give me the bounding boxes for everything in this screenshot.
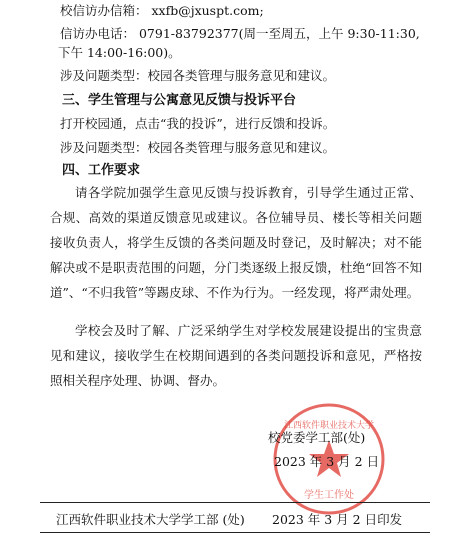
phone-line: 信访办电话： 0791-83792377(周一至周五，上午 9:30-11:30, bbox=[60, 26, 420, 41]
section3-instruction: 打开校园通，点击“我的投诉”，进行反馈和投诉。 bbox=[60, 116, 336, 131]
email-line: 校信访办信箱： xxfb@jxuspt.com; bbox=[60, 3, 264, 18]
footer-top-rule bbox=[40, 502, 430, 503]
signature-org: 校党委学工部(处) bbox=[268, 430, 366, 445]
section4-heading: 四、工作要求 bbox=[62, 163, 141, 178]
section3-scope: 涉及问题类型：校园各类管理与服务意见和建议。 bbox=[60, 140, 336, 155]
footer-date: 2023 年 3 月 2 日印发 bbox=[272, 512, 403, 527]
svg-text:江西软件职业技术大学: 江西软件职业技术大学 bbox=[283, 421, 375, 431]
footer-bottom-rule bbox=[40, 532, 430, 533]
phone-hours-line: 下午 14:00-16:00)。 bbox=[58, 45, 181, 60]
section4-paragraph-1: 请各学院加强学生意见反馈与投诉教育，引导学生通过正常、合规、高效的渠道反馈意见或建议。各位辅导员、楼长等相关问题接收负责人，将学生反馈的各类问题及时登记，及时解决；对不能解决或不是职责范围的问题，分门类逐级上报反馈，杜绝“回答不知道”、“不归我管”等踢皮球、不作为行为。一经发现，将严肃处理。 bbox=[50, 185, 422, 300]
section3-heading: 三、学生管理与公寓意见反馈与投诉平台 bbox=[62, 93, 297, 108]
signature-date: 2023 年 3 月 2 日 bbox=[274, 454, 380, 469]
scope-line: 涉及问题类型：校园各类管理与服务意见和建议。 bbox=[60, 68, 336, 83]
footer-issuer: 江西软件职业技术大学学工部 (处) bbox=[56, 512, 245, 527]
svg-text:学生工作处: 学生工作处 bbox=[304, 490, 354, 501]
section4-paragraph-2: 学校会及时了解、广泛采纳学生对学校发展建设提出的宝贵意见和建议，接收学生在校期间遇到的各类问题投诉和意见，严格按照相关程序处理、协调、督办。 bbox=[50, 323, 422, 388]
